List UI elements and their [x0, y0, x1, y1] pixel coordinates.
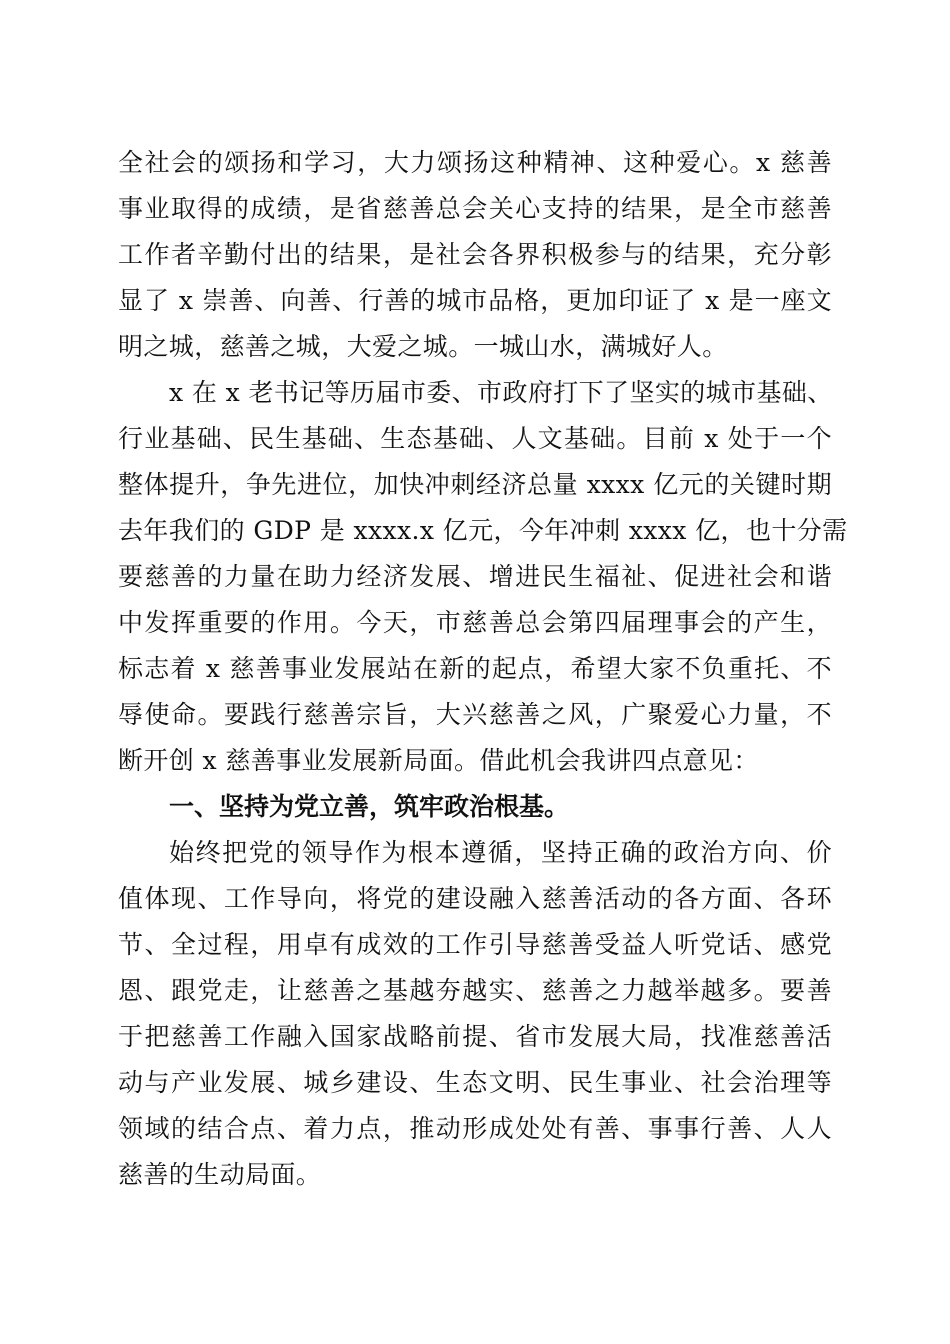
paragraph-1 — [118, 140, 832, 370]
paragraph-2 — [118, 370, 848, 784]
text-line: 中发挥重要的作用。今天，市慈善总会第四届理事会的产生， — [118, 608, 832, 637]
text-line: 值体现、工作导向，将党的建设融入慈善活动的各方面、各环 — [118, 884, 832, 913]
text-line: 节、全过程，用卓有成效的工作引导慈善受益人听党话、感党 — [118, 930, 832, 959]
text-line: 领域的结合点、着力点，推动形成处处有善、事事行善、人人 — [118, 1114, 832, 1143]
text-line: 整体提升，争先进位，加快冲刺经济总量 xxxx 亿元的关键时期 — [118, 470, 832, 499]
text-line: 明之城，慈善之城，大爱之城。一城山水，满城好人。 — [118, 332, 728, 361]
document-page — [118, 140, 848, 1198]
text-line: 去年我们的 GDP 是 xxxx.x 亿元，今年冲刺 xxxx 亿，也十分需 — [118, 516, 848, 545]
text-line: 行业基础、民生基础、生态基础、人文基础。目前 x 处于一个 — [118, 424, 832, 453]
text-line: 恩、跟党走，让慈善之基越夯越实、慈善之力越举越多。要善 — [118, 976, 832, 1005]
text-line: 标志着 x 慈善事业发展站在新的起点，希望大家不负重托、不 — [118, 654, 832, 683]
text-line: 于把慈善工作融入国家战略前提、省市发展大局，找准慈善活 — [118, 1022, 832, 1051]
text-line: 要慈善的力量在助力经济发展、增进民生福祉、促进社会和谐 — [118, 562, 832, 591]
text-line: 断开创 x 慈善事业发展新局面。借此机会我讲四点意见： — [118, 746, 759, 775]
text-line: 动与产业发展、城乡建设、生态文明、民生事业、社会治理等 — [118, 1068, 832, 1097]
text-line: 辱使命。要践行慈善宗旨，大兴慈善之风，广聚爱心力量，不 — [118, 700, 832, 729]
text-line: 事业取得的成绩，是省慈善总会关心支持的结果，是全市慈善 — [118, 194, 832, 223]
section-heading: 一、坚持为党立善，筑牢政治根基。 — [169, 792, 570, 821]
paragraph-3 — [118, 830, 832, 1198]
text-line: 全社会的颂扬和学习，大力颂扬这种精神、这种爱心。x 慈善 — [118, 148, 832, 177]
text-line: 工作者辛勤付出的结果，是社会各界积极参与的结果，充分彰 — [118, 240, 832, 269]
text-line: 始终把党的领导作为根本遵循，坚持正确的政治方向、价 — [169, 838, 832, 867]
text-line: 慈善的生动局面。 — [118, 1160, 322, 1189]
text-line: x 在 x 老书记等历届市委、市政府打下了坚实的城市基础、 — [169, 378, 833, 407]
text-line: 显了 x 崇善、向善、行善的城市品格，更加印证了 x 是一座文 — [118, 286, 832, 315]
